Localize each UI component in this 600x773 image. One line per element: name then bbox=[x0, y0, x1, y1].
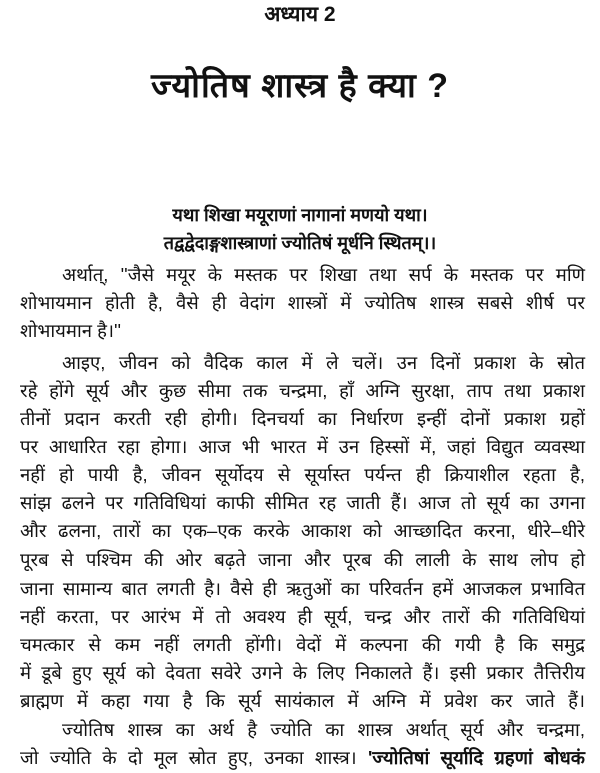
paragraph-line: पूरब से पश्चिम की ओर बढ़ते जाना और पूरब की लाली के साथ लोप हो bbox=[20, 549, 585, 570]
paragraph-line: चमत्कार से कम नहीं लगती होंगी। वेदों में कल्पना की गयी है कि समुद्र bbox=[20, 634, 585, 655]
paragraph-line: पर आधारित रहा होगा। आज भी भारत में उन हिस्सों में, जहां विद्युत व्यवस्था bbox=[20, 436, 585, 457]
page-title: ज्योतिष शास्त्र है क्या ? bbox=[150, 67, 450, 105]
paragraph-line: तीनों प्रदान करती रही होगी। दिनचर्या का निर्धारण इन्हीं दोनों प्रकाश ग्रहों bbox=[20, 408, 585, 429]
paragraph-line: ब्राह्मण में कहा गया है कि सूर्य सायंकाल में अग्नि में प्रवेश कर जाते हैं। bbox=[20, 690, 585, 711]
paragraph-line: आइए, जीवन को वैदिक काल में ले चलें। उन दिनों प्रकाश के स्रोत bbox=[62, 352, 585, 373]
paragraph-line: नहीं करता, पर आरंभ में तो अवश्य ही सूर्य, चन्द्र और तारों की गतिविधियां bbox=[20, 606, 585, 627]
sanskrit-quote: 'ज्योतिषां सूर्यादि ग्रहणां बोधकं bbox=[367, 747, 585, 768]
paragraph-text: जो ज्योति के दो मूल स्रोत हुए, उनका शास्त्र। bbox=[20, 747, 368, 768]
chapter-number: अध्याय 2 bbox=[264, 3, 336, 26]
paragraph-line: रहे होंगे सूर्य और कुछ सीमा तक चन्द्रमा, हाँ अग्नि सुरक्षा, ताप तथा प्रकाश bbox=[20, 380, 585, 401]
paragraph-line: सांझ ढलने पर गतिविधियां काफी सीमित रह जाती हैं। आज तो सूर्य का उगना bbox=[20, 492, 585, 513]
paragraph-line bbox=[20, 744, 585, 772]
paragraph-line: जाना सामान्य बात लगती है। वैसे ही ऋतुओं का परिवर्तन हमें आजकल प्रभावित bbox=[20, 578, 585, 599]
sanskrit-verse-line: यथा शिखा मयूराणां नागानां मणयो यथा। bbox=[172, 205, 428, 225]
paragraph-line: शोभायमान है।'' bbox=[20, 320, 122, 341]
paragraph-line: शोभायमान होती है, वैसे ही वेदांग शास्त्रों में ज्योतिष शास्त्र सबसे शीर्ष पर bbox=[20, 292, 585, 313]
paragraph-line: और ढलना, तारों का एक–एक करके आकाश को आच्छादित करना, धीरे–धीरे bbox=[20, 520, 585, 541]
paragraph-line: नहीं हो पायी है, जीवन सूर्योदय से सूर्यास्त पर्यन्त ही क्रियाशील रहता है, bbox=[20, 464, 585, 485]
sanskrit-verse-line: तद्वद्वेदाङ्गशास्त्राणां ज्योतिषं मूर्धनि स्थितम्।। bbox=[163, 233, 437, 253]
paragraph-line: ज्योतिष शास्त्र का अर्थ है ज्योति का शास्त्र अर्थात् सूर्य और चन्द्रमा, bbox=[62, 719, 585, 740]
paragraph-line: में डूबे हुए सूर्य को देवता सवेरे उगने के लिए निकालते हैं। इसी प्रकार तैत्तिरीय bbox=[20, 662, 585, 683]
paragraph-line: अर्थात्, ''जैसे मयूर के मस्तक पर शिखा तथा सर्प के मस्तक पर मणि bbox=[62, 264, 585, 285]
